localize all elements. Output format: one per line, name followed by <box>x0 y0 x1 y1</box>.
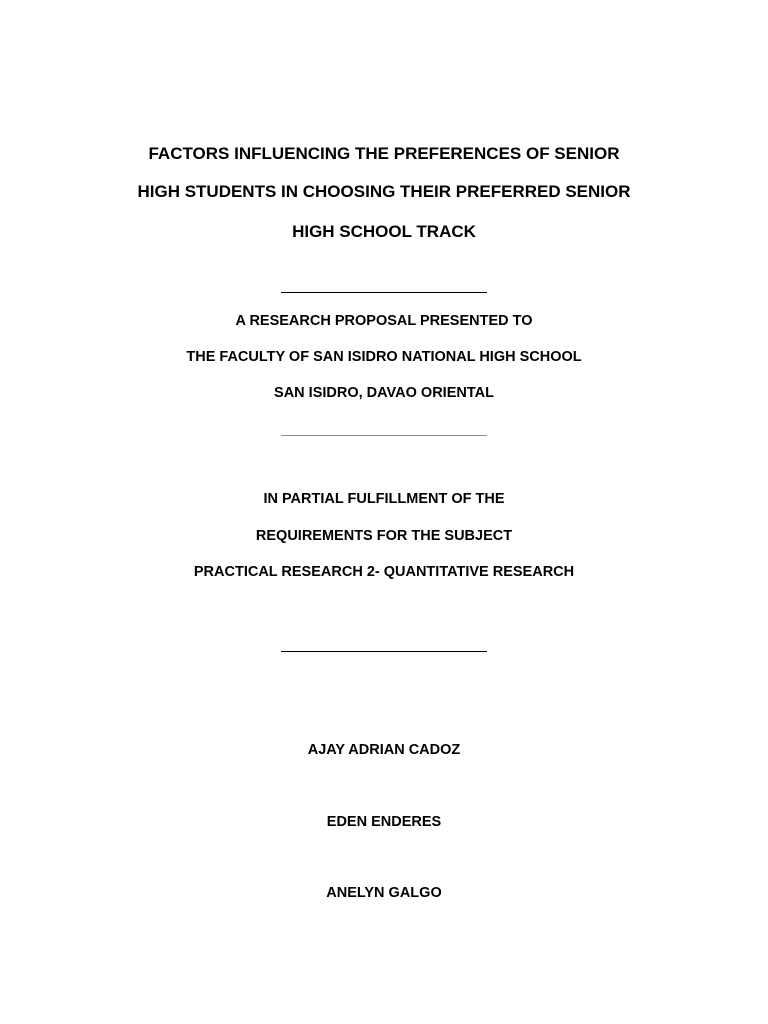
proposal-line-3: SAN ISIDRO, DAVAO ORIENTAL <box>274 385 494 401</box>
author-1: AJAY ADRIAN CADOZ <box>307 742 461 758</box>
divider-2 <box>281 435 487 436</box>
divider-3 <box>281 651 487 652</box>
fulfillment-line-1: IN PARTIAL FULFILLMENT OF THE <box>263 491 505 507</box>
fulfillment-line-3: PRACTICAL RESEARCH 2- QUANTITATIVE RESEARCH <box>193 564 575 580</box>
author-2: EDEN ENDERES <box>326 814 442 830</box>
title-line-1: FACTORS INFLUENCING THE PREFERENCES OF SENIOR <box>148 144 620 163</box>
divider-1 <box>281 292 487 293</box>
proposal-line-1: A RESEARCH PROPOSAL PRESENTED TO <box>235 313 533 329</box>
title-line-3: HIGH SCHOOL TRACK <box>292 222 476 241</box>
title-line-2: HIGH STUDENTS IN CHOOSING THEIR PREFERRED SENIOR <box>137 182 631 201</box>
author-3: ANELYN GALGO <box>326 885 442 901</box>
fulfillment-line-2: REQUIREMENTS FOR THE SUBJECT <box>255 528 513 544</box>
proposal-line-2: THE FACULTY OF SAN ISIDRO NATIONAL HIGH SCHOOL <box>186 349 582 365</box>
